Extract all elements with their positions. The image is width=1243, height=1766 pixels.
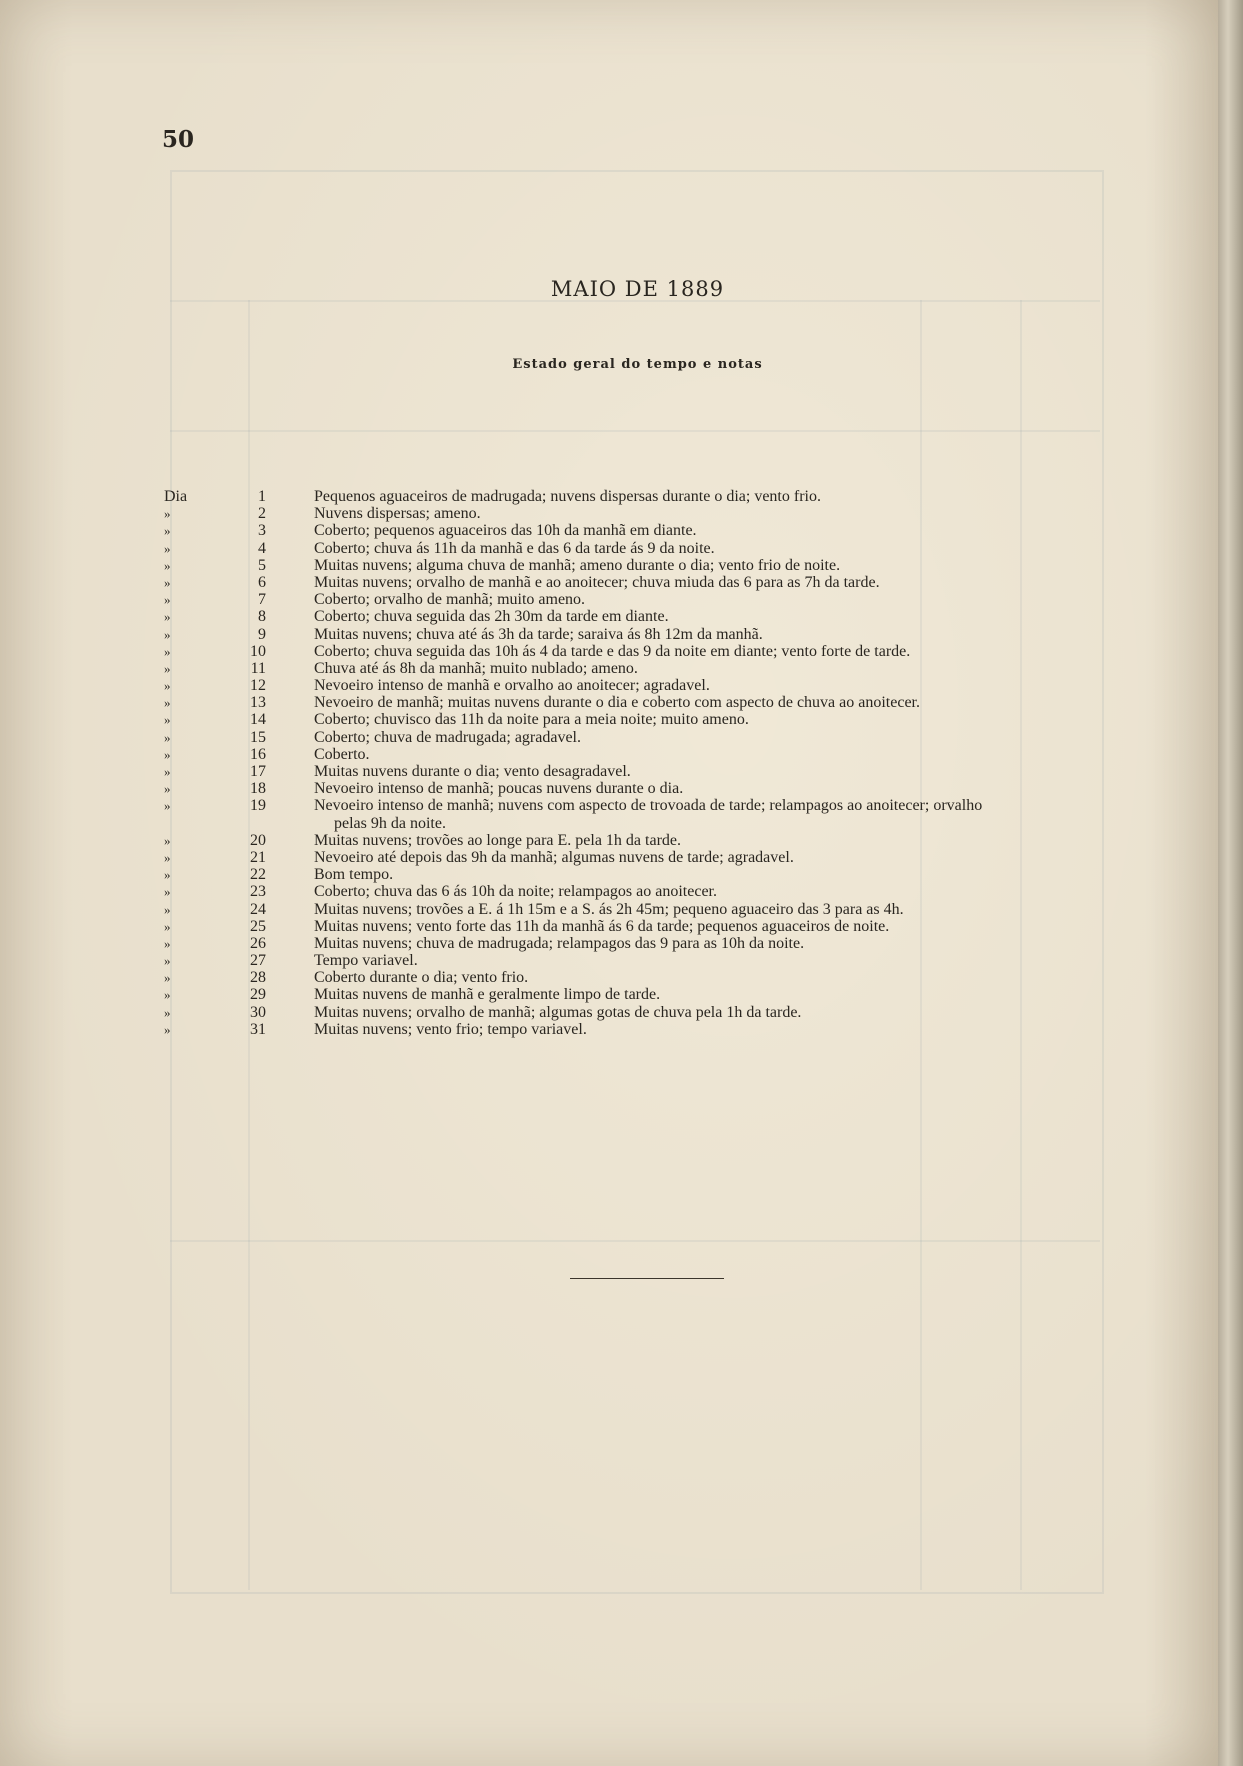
day-prefix: »	[164, 712, 171, 728]
list-item	[0, 694, 1218, 711]
day-prefix: »	[164, 1021, 171, 1037]
weather-note-text: Coberto; chuva seguida das 2h 30m da tarde em diante.	[314, 608, 669, 626]
day-prefix: »	[164, 746, 171, 762]
day-prefix: »	[164, 764, 171, 779]
list-item	[0, 522, 1218, 539]
list-item	[0, 729, 1218, 746]
list-item	[0, 608, 1218, 625]
day-number: 24	[250, 900, 266, 918]
weather-note-text: Chuva até ás 8h da manhã; muito nublado; ameno.	[314, 659, 638, 677]
weather-note	[314, 849, 1114, 866]
weather-note-text: Nevoeiro de manhã; muitas nuvens durante o dia e coberto com aspecto de chuva ao anoitecer.	[314, 694, 920, 712]
weather-note	[314, 505, 1114, 522]
page-subtitle: Estado geral do tempo e notas	[512, 357, 763, 372]
weather-note	[314, 763, 1114, 780]
weather-note-text: Muitas nuvens; vento forte das 11h da manhã ás 6 da tarde; pequenos aguaceiros de noite.	[314, 917, 890, 935]
weather-note-text: Muitas nuvens; orvalho de manhã; algumas gotas de chuva pela 1h da tarde.	[314, 1003, 802, 1021]
weather-note	[314, 746, 1114, 763]
day-number: 13	[250, 694, 266, 712]
weather-note	[314, 1021, 1114, 1038]
day-prefix: »	[164, 660, 171, 676]
list-item	[0, 626, 1218, 643]
day-number: 3	[258, 522, 266, 540]
weather-note-text: Coberto; pequenos aguaceiros das 10h da manhã em diante.	[314, 522, 697, 540]
page-number: 50	[162, 126, 195, 153]
weather-note-text: Coberto; orvalho de manhã; muito ameno.	[314, 591, 586, 609]
day-number: 29	[250, 986, 266, 1004]
day-prefix: »	[164, 798, 171, 814]
day-number: 25	[250, 917, 266, 935]
weather-note-text: Coberto; chuva ás 11h da manhã e das 6 da tarde ás 9 da noite.	[314, 539, 715, 557]
weather-note	[314, 1004, 1114, 1021]
list-item	[0, 574, 1218, 591]
list-item	[0, 952, 1218, 969]
day-prefix: »	[164, 901, 171, 917]
weather-note	[314, 832, 1114, 849]
day-number: 9	[258, 625, 266, 643]
list-item	[0, 660, 1218, 677]
day-number: 12	[250, 677, 266, 695]
day-prefix: »	[164, 678, 171, 694]
weather-note-text: Nevoeiro até depois das 9h da manhã; algumas nuvens de tarde; agradavel.	[314, 848, 794, 866]
day-prefix: »	[164, 626, 171, 642]
list-item	[0, 540, 1218, 557]
day-number: 10	[250, 642, 266, 660]
list-item	[0, 797, 1218, 831]
day-number: 28	[250, 969, 266, 987]
weather-note-text: Coberto durante o dia; vento frio.	[314, 969, 529, 987]
list-item	[0, 1021, 1218, 1038]
weather-note	[314, 901, 1114, 918]
day-prefix: »	[164, 523, 171, 539]
day-prefix: Dia	[164, 488, 188, 505]
page-edge	[1218, 0, 1243, 1766]
day-number: 27	[250, 952, 266, 970]
weather-note	[314, 557, 1114, 574]
day-number: 21	[250, 848, 266, 866]
bleed-through-line	[170, 1240, 1100, 1242]
day-number: 2	[258, 505, 266, 523]
day-number: 6	[258, 573, 266, 591]
day-prefix: »	[164, 1004, 171, 1020]
day-number: 14	[250, 711, 266, 729]
day-number: 19	[250, 797, 266, 815]
day-prefix: »	[164, 643, 171, 659]
weather-note-text: Muitas nuvens; chuva até ás 3h da tarde; saraiva ás 8h 12m da manhã.	[314, 625, 763, 643]
weather-note	[314, 574, 1114, 591]
day-number: 11	[250, 659, 266, 677]
weather-notes-list	[0, 488, 1218, 1038]
weather-note-text: Muitas nuvens; vento frio; tempo variavel.	[314, 1020, 587, 1038]
day-prefix: »	[164, 867, 171, 883]
weather-note-text: Nevoeiro intenso de manhã e orvalho ao anoitecer; agradavel.	[314, 677, 710, 695]
weather-note-text: Pequenos aguaceiros de madrugada; nuvens dispersas durante o dia; vento frio.	[314, 488, 821, 505]
weather-note	[314, 866, 1114, 883]
bleed-through-line	[170, 430, 1100, 432]
day-number: 22	[250, 866, 266, 884]
weather-note-text: Nuvens dispersas; ameno.	[314, 505, 481, 523]
weather-note-text: Muitas nuvens; orvalho de manhã e ao anoitecer; chuva miuda das 6 para as 7h da tarde.	[314, 573, 880, 591]
weather-note-text: Muitas nuvens de manhã e geralmente limpo de tarde.	[314, 986, 661, 1004]
weather-note	[314, 677, 1114, 694]
weather-note	[314, 780, 1114, 797]
day-number: 18	[250, 780, 266, 798]
day-number: 26	[250, 934, 266, 952]
weather-note	[314, 883, 1114, 900]
weather-note	[314, 969, 1114, 986]
day-number: 20	[250, 831, 266, 849]
list-item	[0, 677, 1218, 694]
day-prefix: »	[164, 781, 171, 797]
weather-note-text: Nevoeiro intenso de manhã; nuvens com aspecto de trovoada de tarde; relampagos ao anoitecer; orvalho	[314, 797, 983, 815]
weather-note	[314, 729, 1114, 746]
weather-note	[314, 952, 1114, 969]
day-prefix: »	[164, 695, 171, 711]
day-number: 17	[250, 763, 266, 780]
weather-note-continuation: pelas 9h da noite.	[334, 814, 446, 832]
weather-note-text: Bom tempo.	[314, 866, 394, 884]
list-item	[0, 643, 1218, 660]
weather-note	[314, 694, 1114, 711]
weather-note-text: Muitas nuvens; trovões a E. á 1h 15m e a S. ás 2h 45m; pequeno aguaceiro das 3 para as 4h.	[314, 900, 904, 918]
list-item	[0, 866, 1218, 883]
day-prefix: »	[164, 935, 171, 951]
day-prefix: »	[164, 506, 171, 522]
day-prefix: »	[164, 609, 171, 625]
weather-note-text: Coberto; chuvisco das 11h da noite para a meia noite; muito ameno.	[314, 711, 749, 729]
day-number: 4	[258, 539, 266, 557]
closing-rule	[570, 1278, 724, 1279]
day-prefix: »	[164, 832, 171, 848]
weather-note	[314, 591, 1114, 608]
day-prefix: »	[164, 918, 171, 934]
day-prefix: »	[164, 849, 171, 865]
day-number: 16	[250, 745, 266, 763]
day-prefix: »	[164, 540, 171, 556]
list-item	[0, 969, 1218, 986]
weather-note-text: Coberto; chuva de madrugada; agradavel.	[314, 728, 581, 746]
weather-note-text: Muitas nuvens durante o dia; vento desagradavel.	[314, 763, 631, 780]
weather-note-text: Muitas nuvens; chuva de madrugada; relampagos das 9 para as 10h da noite.	[314, 934, 805, 952]
day-prefix: »	[164, 987, 171, 1003]
weather-note	[314, 643, 1114, 660]
list-item	[0, 935, 1218, 952]
weather-note	[314, 626, 1114, 643]
day-number: 30	[250, 1003, 266, 1021]
weather-note-text: Tempo variavel.	[314, 952, 418, 970]
weather-note-text: Muitas nuvens; trovões ao longe para E. pela 1h da tarde.	[314, 831, 681, 849]
weather-note-text: Coberto.	[314, 745, 370, 763]
day-prefix: »	[164, 574, 171, 590]
weather-note	[314, 488, 1114, 505]
list-item	[0, 849, 1218, 866]
list-item	[0, 746, 1218, 763]
list-item	[0, 505, 1218, 522]
list-item	[0, 918, 1218, 935]
weather-note	[314, 918, 1114, 935]
list-item	[0, 832, 1218, 849]
weather-note	[314, 935, 1114, 952]
list-item	[0, 901, 1218, 918]
day-number: 8	[258, 608, 266, 626]
list-item	[0, 711, 1218, 728]
weather-note-text: Nevoeiro intenso de manhã; poucas nuvens durante o dia.	[314, 780, 684, 798]
weather-note-text: Muitas nuvens; alguma chuva de manhã; ameno durante o dia; vento frio de noite.	[314, 556, 841, 574]
list-item	[0, 1004, 1218, 1021]
list-item	[0, 883, 1218, 900]
day-prefix: »	[164, 970, 171, 986]
weather-note	[314, 522, 1114, 539]
weather-note	[314, 660, 1114, 677]
list-item	[0, 763, 1218, 780]
day-prefix: »	[164, 729, 171, 745]
list-item	[0, 780, 1218, 797]
day-number: 31	[250, 1020, 266, 1038]
day-number: 1	[258, 488, 266, 505]
list-item	[0, 557, 1218, 574]
day-prefix: »	[164, 953, 171, 969]
weather-note	[314, 797, 1114, 831]
weather-note	[314, 540, 1114, 557]
list-item	[0, 591, 1218, 608]
list-item	[0, 488, 1218, 505]
weather-note	[314, 986, 1114, 1003]
day-number: 15	[250, 728, 266, 746]
weather-note	[314, 711, 1114, 728]
weather-note	[314, 608, 1114, 625]
day-number: 5	[258, 556, 266, 574]
weather-note-text: Coberto; chuva seguida das 10h ás 4 da tarde e das 9 da noite em diante; vento forte de tarde.	[314, 642, 911, 660]
day-prefix: »	[164, 884, 171, 900]
weather-note-text: Coberto; chuva das 6 ás 10h da noite; relampagos ao anoitecer.	[314, 883, 717, 901]
page-title: MAIO DE 1889	[550, 277, 725, 301]
day-prefix: »	[164, 592, 171, 608]
day-number: 23	[250, 883, 266, 901]
list-item	[0, 986, 1218, 1003]
day-prefix: »	[164, 557, 171, 573]
day-number: 7	[258, 591, 266, 609]
